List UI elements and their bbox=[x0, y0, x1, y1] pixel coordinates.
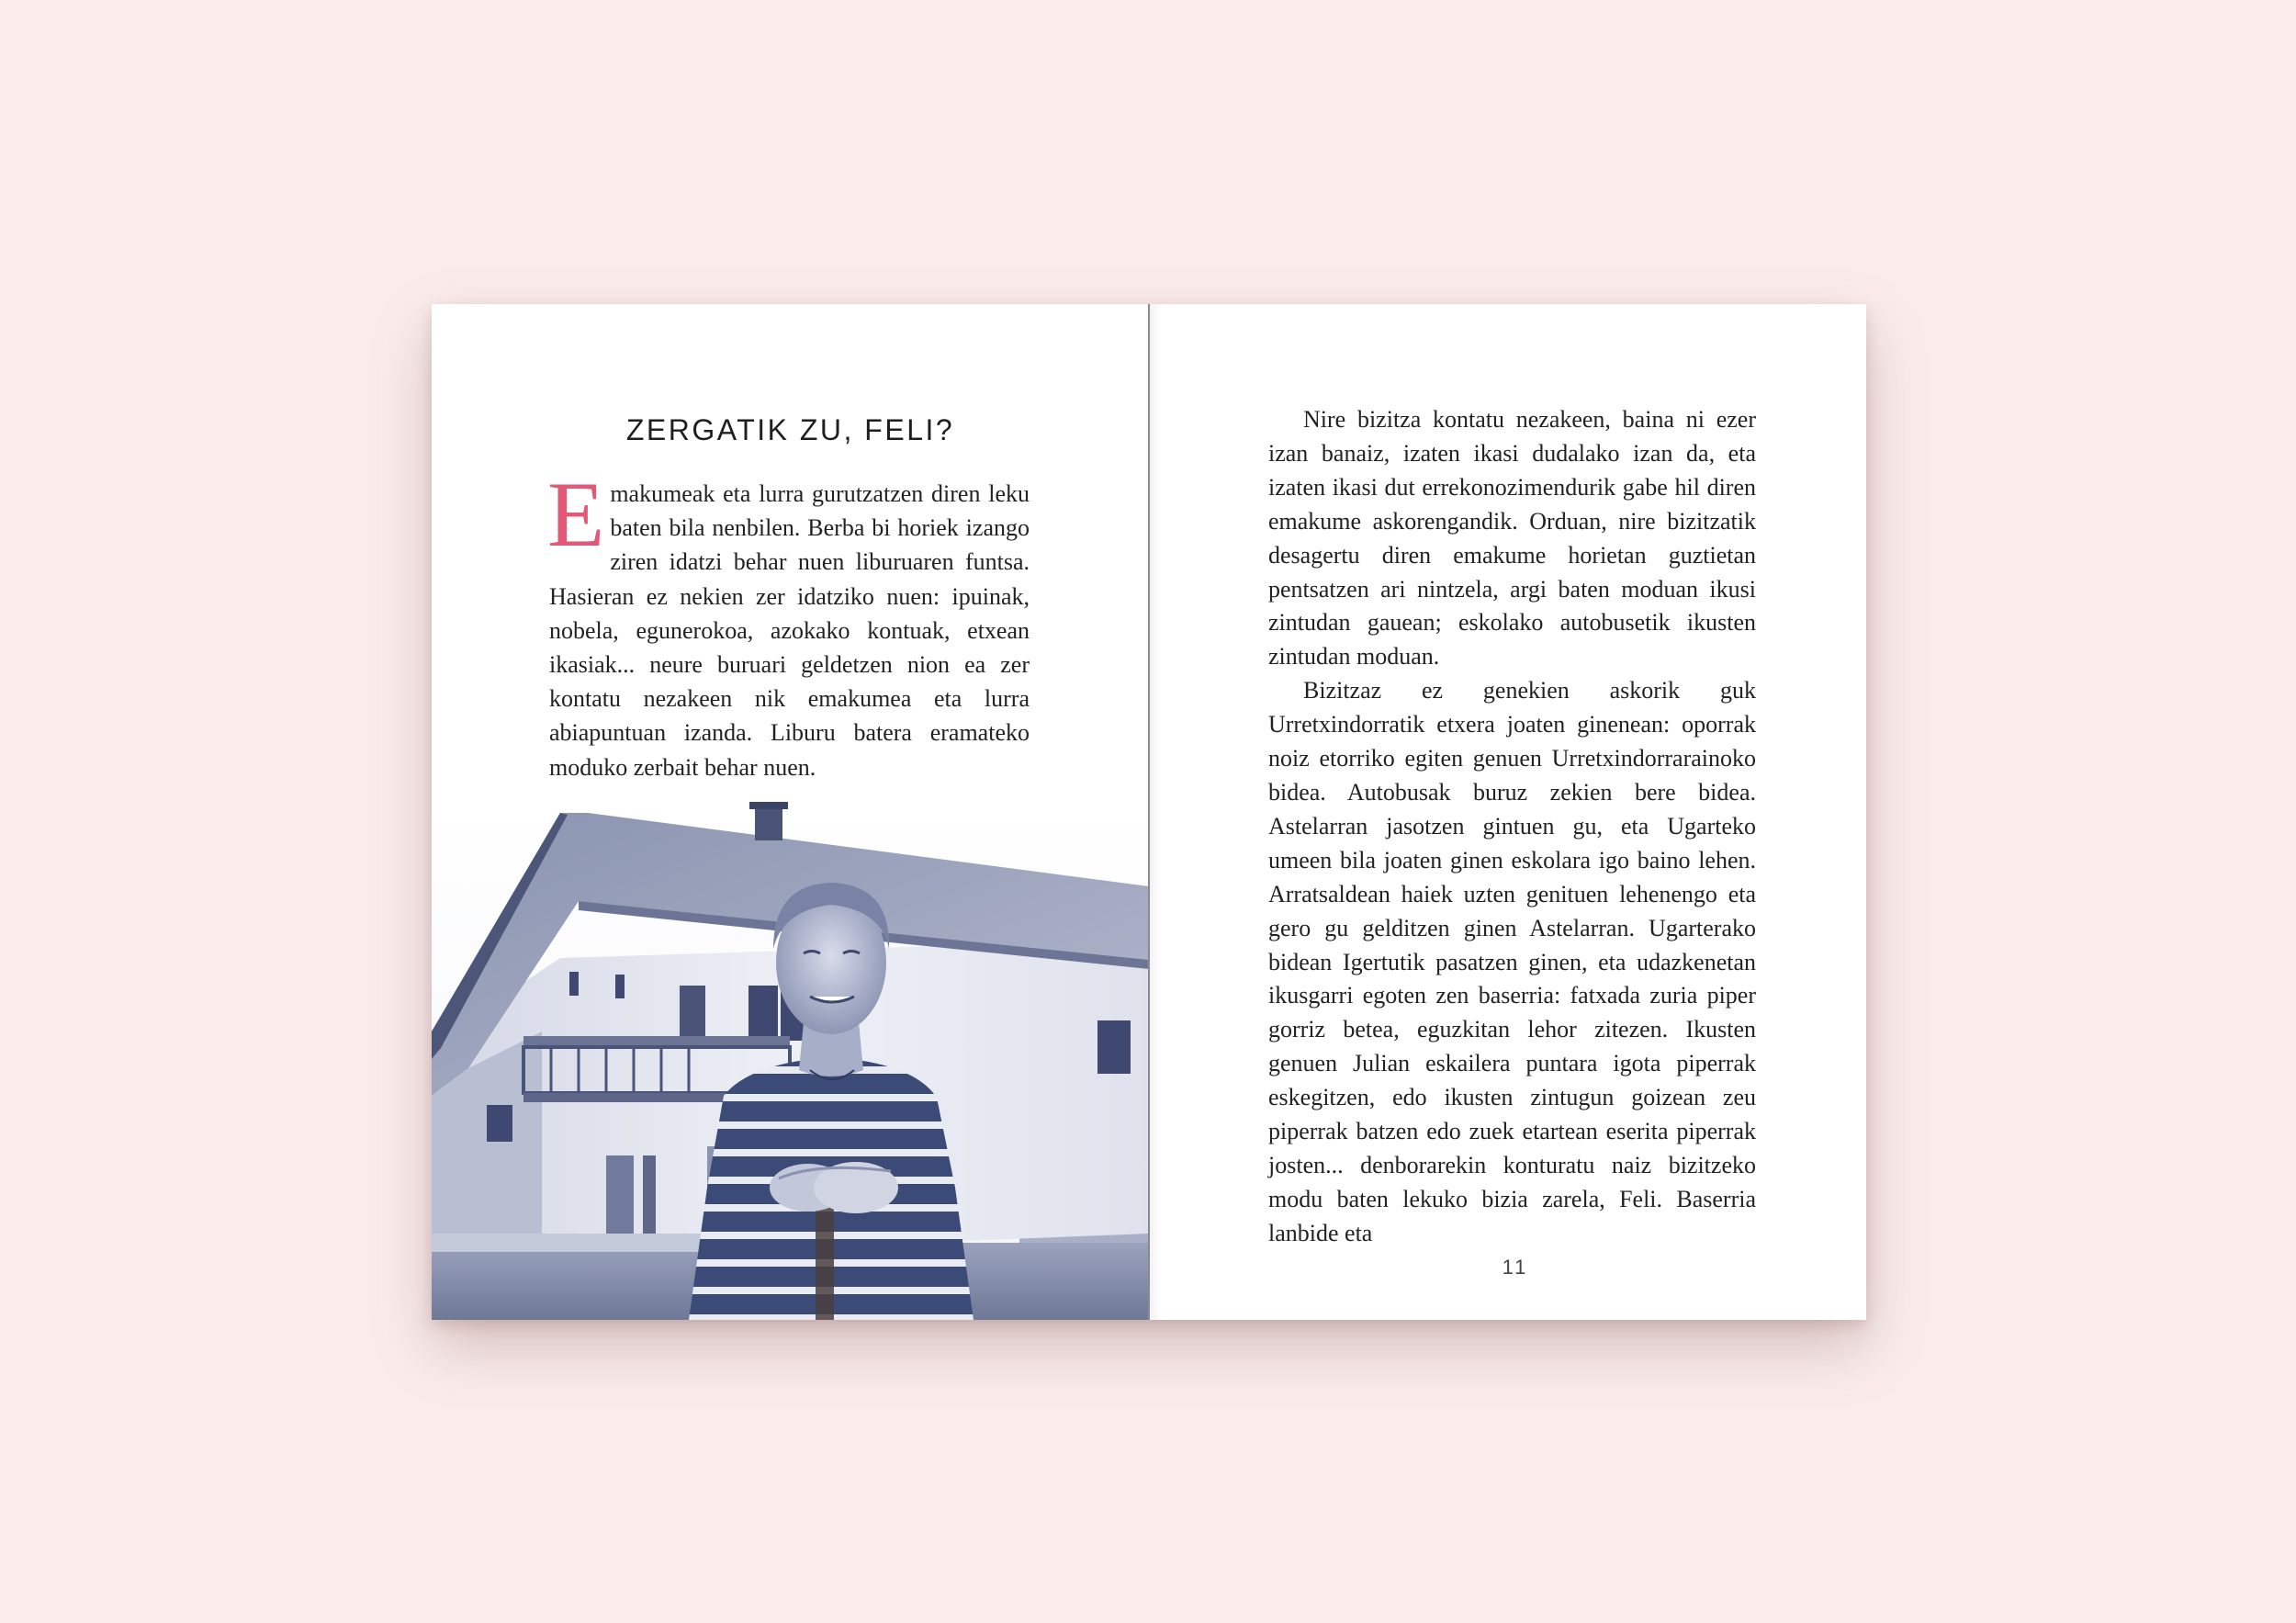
page-number: 11 bbox=[1502, 1256, 1529, 1279]
photo-woman-farmhouse bbox=[432, 802, 1149, 1320]
left-paragraph: makumeak eta lurra gurutzatzen diren leku baten bila nenbilen. Berba bi horiek izango ziren idatzi behar nuen liburuaren funtsa. Hasieran ez nekien zer idatziko nuen: ipuinak, nobela, egunerokoa, azokako kontuak, etxean ikasiak... neure buruari geldetzen nion ea zer kontatu nezakeen nik emakumea eta lurra abiapuntuan izanda. Liburu batera eramateko moduko zerbait behar nuen. bbox=[549, 480, 1030, 781]
drop-cap: E bbox=[547, 463, 605, 567]
right-page-text bbox=[1268, 403, 1756, 1251]
left-page bbox=[432, 304, 1149, 1320]
book-spread bbox=[432, 304, 1866, 1320]
right-paragraph-2: Bizitzaz ez genekien askorik guk Urretxindorratik etxera joaten ginenean: oporrak noiz etorriko egiten genuen Urretxindorrarainoko bidea. Autobusak buruz zekien bere bidea. Astelarran jasotzen gintuen gu, eta Ugarteko umeen bila joaten ginen eskolara igo baino lehen. Arratsaldean haiek uzten genituen lehenengo eta gero gu gelditzen ginen Astelarran. Ugarterako bidean Igertutik pasatzen ginen, eta udazkenetan ikusgarri egoten zen baserria: fatxada zuria piper gorriz betea, eguzkitan lehor zitezen. Ikusten genuen Julian eskailera puntara igota piperrak eskegitzen, edo ikusten zintugun goizean zeu piperrak batzen edo zuek etartean eserita piperrak josten... denborarekin konturatu naiz bizitzeko modu baten lekuko bizia zarela, Feli. Baserria lanbide eta bbox=[1268, 677, 1756, 1246]
right-paragraph-1: Nire bizitza kontatu nezakeen, baina ni ezer izan banaiz, izaten ikasi dudalako izan da, eta izaten ikasi dut errekonozimendurik gabe hil diren emakume askorengandik. Orduan, nire bizitzatik desagertu diren emakume horietan guztietan pentsatzen ari nintzela, argi baten moduan ikusi zintudan gauean; eskolako autobusetik ikusten zintudan moduan. bbox=[1268, 406, 1756, 671]
chapter-title: ZERGATIK ZU, FELI? bbox=[625, 413, 955, 446]
left-page-text bbox=[547, 463, 1030, 784]
page-gutter bbox=[1148, 304, 1150, 1320]
